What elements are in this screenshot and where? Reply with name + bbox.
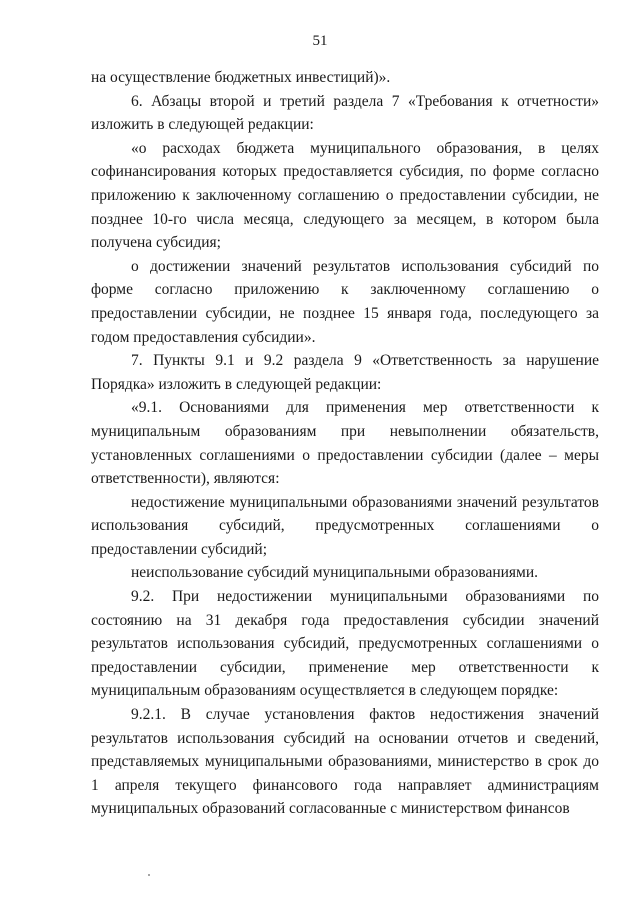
paragraph: «о расходах бюджета муниципального образования, в целях софинансирования которых предоставляется субсидия, по форме согласно приложению к заключенному соглашению о предоставлении субсидии, не позднее 10-го числа месяца, следующего за месяцем, в котором была получена субсидия; xyxy=(91,139,599,252)
paragraph: о достижении значений результатов использования субсидий по форме согласно приложению к заключенному соглашению о предоставлении субсидии, не позднее 15 января года, последующего за годом предоставления субсидии». xyxy=(91,257,599,346)
paragraph: на осуществление бюджетных инвестиций)». xyxy=(91,69,391,86)
scan-speck xyxy=(148,874,150,876)
paragraph: 9.2.1. В случае установления фактов недостижения значений результатов использования субсидий на основании отчетов и сведений, представляемых муниципальными образованиями, министерство в срок до 1 апреля текущего финансового года направляет администрациям муниципальных образований согласованные с министерством финансов xyxy=(91,706,599,818)
paragraph: «9.1. Основаниями для применения мер ответственности к муниципальным образованиям при невыполнении обязательств, установленных соглашениями о предоставлении субсидии (далее – меры ответственности), являются: xyxy=(91,399,599,488)
page-number: 51 xyxy=(312,33,328,49)
paragraph: 6. Абзацы второй и третий раздела 7 «Требования к отчетности» изложить в следующей редакции: xyxy=(91,92,599,134)
paragraph: 9.2. При недостижении муниципальными образованиями по состоянию на 31 декабря года предоставления субсидии значений результатов использования субсидий, предусмотренных соглашениями о предоставлении субсидии, применение мер ответственности к муниципальным образованиям осуществляется в следующем порядке: xyxy=(91,588,599,700)
paragraph: неиспользование субсидий муниципальными образованиями. xyxy=(131,564,539,582)
paragraph: 7. Пункты 9.1 и 9.2 раздела 9 «Ответственность за нарушение Порядка» изложить в следующей редакции: xyxy=(91,352,599,393)
document-body xyxy=(91,66,599,821)
paragraph: недостижение муниципальными образованиями значений результатов использования субсидий, предусмотренных соглашениями о предоставлении субсидий; xyxy=(91,493,599,558)
